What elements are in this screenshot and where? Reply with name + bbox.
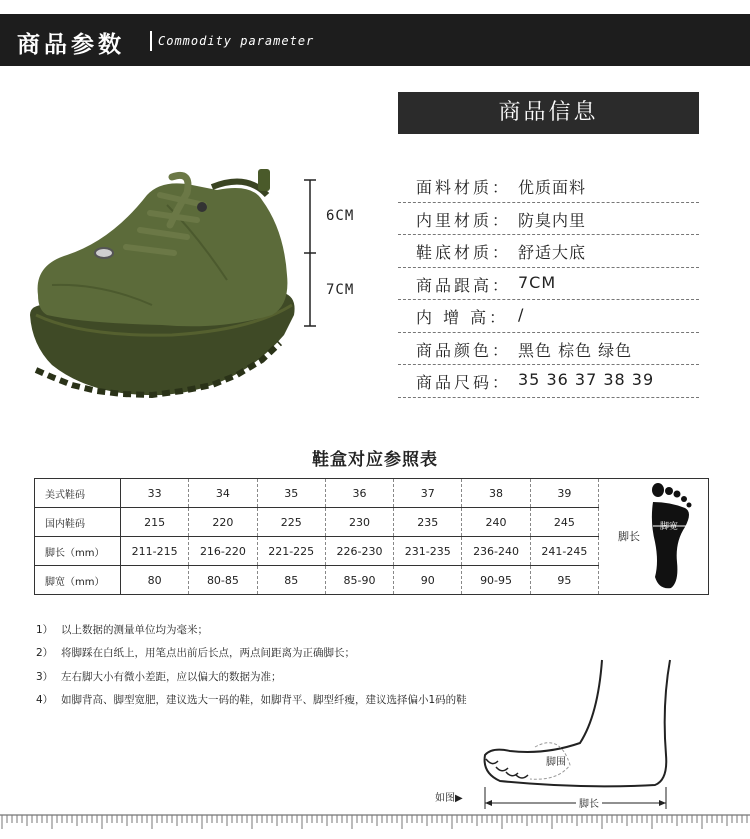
note-item: 1） 以上数据的测量单位均为毫米； [36, 624, 208, 636]
info-row-sole [398, 235, 699, 268]
size-cell: 35 [257, 479, 325, 508]
size-cell: 34 [189, 479, 257, 508]
note-item: 4） 如脚背高、脚型宽肥，建议选大一码的鞋，如脚背平、脚型纤瘦，建议选择偏小1码的鞋 [36, 694, 467, 707]
size-cell: 80-85 [189, 566, 257, 595]
size-cell: 37 [394, 479, 462, 508]
size-cell: 245 [530, 508, 598, 537]
info-key: 商品尺码： [416, 373, 512, 392]
info-value: 黑色 棕色 绿色 [518, 340, 633, 360]
size-row-label: 脚长（mm） [35, 537, 121, 566]
size-cell: 215 [121, 508, 189, 537]
notes-list [36, 619, 467, 713]
size-cell: 225 [257, 508, 325, 537]
size-row-label: 美式鞋码 [35, 479, 121, 508]
info-row-material [398, 170, 699, 203]
info-key: 面料材质： [416, 178, 512, 197]
size-cell: 95 [530, 566, 598, 595]
size-cell: 90-95 [462, 566, 530, 595]
shoe-image [22, 165, 302, 400]
size-cell: 90 [394, 566, 462, 595]
foot-measure-diagram [430, 655, 680, 815]
info-value: 35 36 37 38 39 [518, 370, 655, 389]
size-cell: 80 [121, 566, 189, 595]
section-subtitle: Commodity parameter [158, 34, 315, 48]
size-cell: 85-90 [325, 566, 393, 595]
size-cell: 221-225 [257, 537, 325, 566]
note-item: 3） 左右脚大小有微小差距，应以偏大的数据为准； [36, 670, 282, 683]
size-cell: 211-215 [121, 537, 189, 566]
section-title: 商品参数 [17, 32, 125, 58]
size-cell: 226-230 [325, 537, 393, 566]
section-header [0, 14, 750, 66]
info-title: 商品信息 [398, 92, 699, 134]
size-cell: 38 [462, 479, 530, 508]
size-cell: 36 [325, 479, 393, 508]
info-row-insole [398, 300, 699, 333]
footprint-icon [645, 482, 695, 592]
info-key: 商品颜色： [416, 340, 512, 360]
info-value: 防臭内里 [518, 210, 587, 230]
size-row-label: 国内鞋码 [35, 508, 121, 537]
info-row-colors [398, 333, 699, 366]
info-key: 内 增 高： [416, 308, 509, 327]
info-value: / [518, 305, 525, 324]
ruler [0, 809, 750, 839]
as-shown-label: 如图▶ [435, 793, 463, 804]
info-list [398, 170, 699, 398]
heel-height-label: 7CM [326, 282, 355, 298]
diagram-length-label: 脚长 [576, 795, 602, 810]
foot-girth-label: 脚围 [546, 757, 566, 768]
size-cell: 235 [394, 508, 462, 537]
foot-width-label: 脚宽 [660, 522, 679, 532]
upper-height-label: 6CM [326, 208, 355, 224]
size-table-title: 鞋盒对应参照表 [312, 450, 438, 470]
size-cell: 33 [121, 479, 189, 508]
size-cell: 220 [189, 508, 257, 537]
info-key: 内里材质： [416, 210, 512, 230]
size-cell: 216-220 [189, 537, 257, 566]
foot-length-label: 脚长 [618, 530, 640, 543]
info-row-lining [398, 203, 699, 236]
size-cell: 85 [257, 566, 325, 595]
info-key: 商品跟高： [416, 275, 512, 295]
height-measure [300, 178, 380, 328]
size-row-label: 脚宽（mm） [35, 566, 121, 595]
title-divider [150, 31, 152, 51]
size-cell: 241-245 [530, 537, 598, 566]
size-table [34, 478, 599, 595]
size-table-row [35, 537, 599, 566]
size-cell: 230 [325, 508, 393, 537]
size-table-row [35, 508, 599, 537]
size-table-row [35, 479, 599, 508]
info-value: 7CM [518, 272, 557, 292]
size-table-row [35, 566, 599, 595]
size-cell: 231-235 [394, 537, 462, 566]
size-cell: 236-240 [462, 537, 530, 566]
size-cell: 39 [530, 479, 598, 508]
note-item: 2） 将脚踩在白纸上，用笔点出前后长点，两点间距离为正确脚长； [36, 647, 355, 660]
info-value: 优质面料 [518, 178, 587, 197]
info-key: 鞋底材质： [416, 243, 512, 262]
info-row-sizes [398, 365, 699, 398]
size-cell: 240 [462, 508, 530, 537]
info-row-heel [398, 268, 699, 301]
info-value: 舒适大底 [518, 243, 587, 262]
